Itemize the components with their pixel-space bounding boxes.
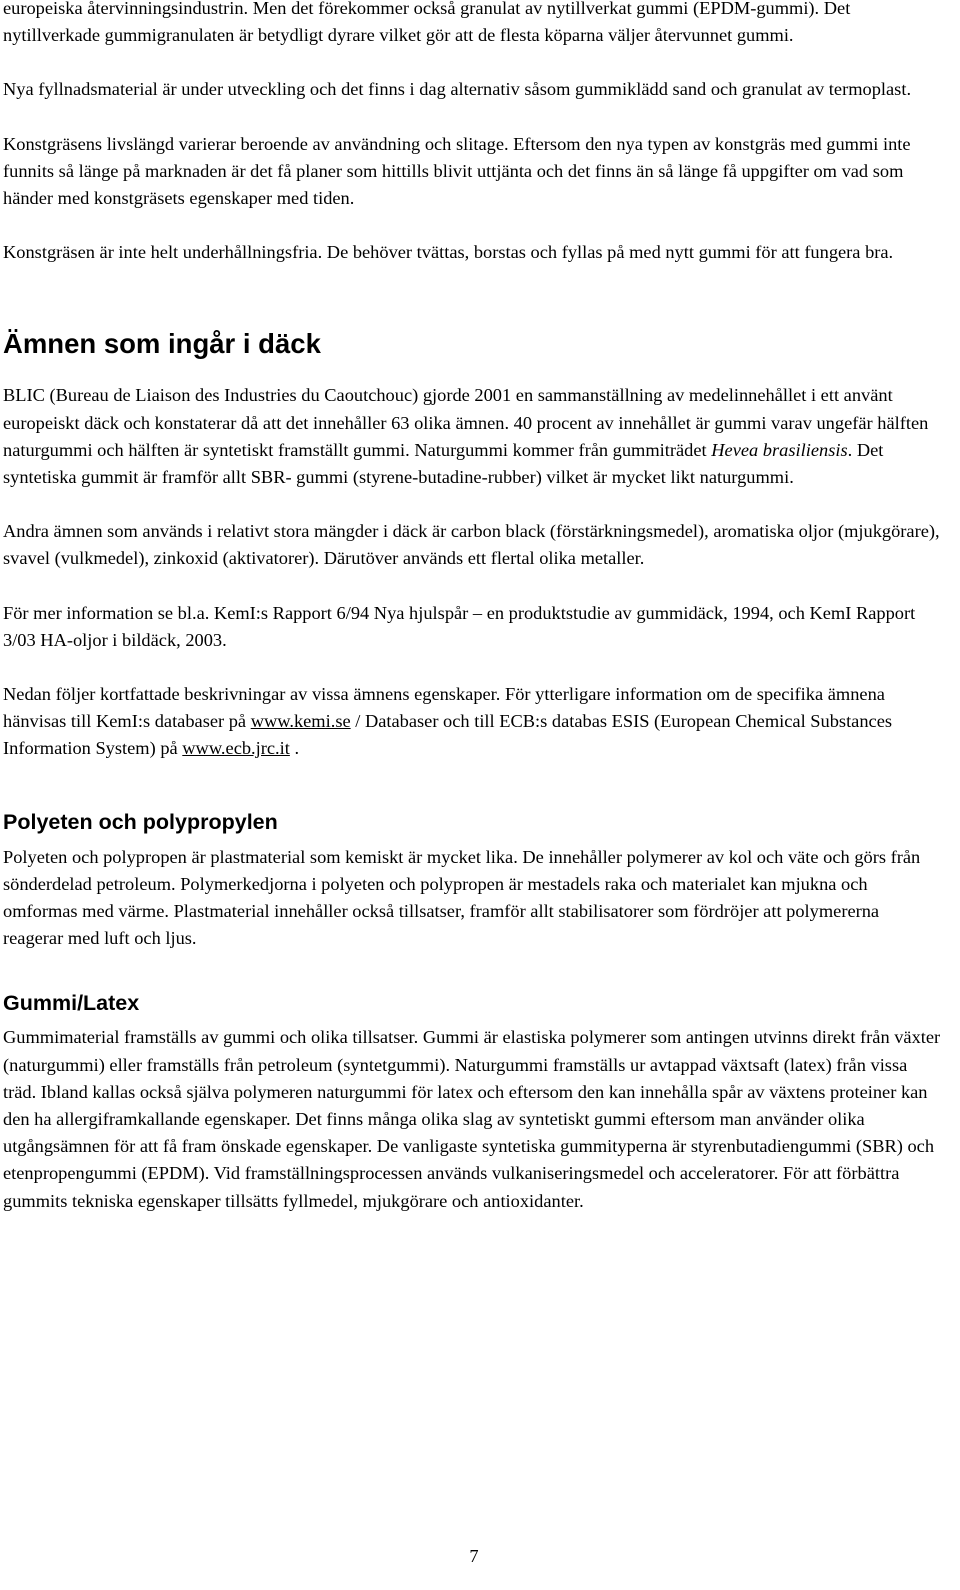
- paragraph-maintenance: Konstgräsen är inte helt underhållningsfria. De behöver tvättas, borstas och fyllas på med nytt gummi för att fungera bra.: [3, 242, 894, 263]
- kemi-link[interactable]: www.kemi.se: [250, 711, 351, 732]
- paragraph-databases-text: Nedan följer kortfattade beskrivningar av vissa ämnens egenskaper. För ytterligare information om de specifika ämnena hänvisas till KemI:s databaser på: [3, 684, 885, 732]
- paragraph-blic-species: Hevea brasiliensis: [711, 439, 848, 460]
- heading-polyethylene-polypropylene: Polyeten och polypropylen: [3, 809, 278, 834]
- paragraph-blic: [3, 382, 943, 491]
- paragraph-rubber: Gummimaterial framställs av gummi och olika tillsatser. Gummi är elastiska polymerer som antingen utvinns direkt från växter (naturgummi) eller framställs från petroleum (syntetgummi). Naturgummi framställs ur avtappad växtsaft (latex) från vissa träd. Ibland kallas också själva polymeren naturgummi för latex och eftersom den kan innehålla spår av växtens proteiner kan den ha allergiframkallande egenskaper. Det finns många olika slag av syntetiskt gummi eftersom man använder olika utgångsämnen för att få fram önskade egenskaper. De vanligaste syntetiska gummityperna är styrenbutadiengummi (SBR) och etenpropengummi (EPDM). Vid framställningsprocessen används vulkaniseringsmedel och acceleratorer. För att förbättra gummits tekniska egenskaper tillsätts fyllmedel, mjukgörare och antioxidanter.: [3, 1027, 941, 1211]
- heading-substances-in-tyres: Ämnen som ingår i däck: [3, 328, 321, 360]
- paragraph-lifespan: Konstgräsens livslängd varierar beroende av användning och slitage. Eftersom den nya typen av konstgräs med gummi inte funnits så länge på marknaden är det få planer som hittills blivit uttjänta och det finns än så länge få uppgifter om vad som händer med konstgräsets egenskaper med tiden.: [3, 133, 911, 209]
- document-page: [3, 0, 943, 1215]
- paragraph-databases-middle: / Databaser och till ECB:s databas ESIS (European Chemical Substances Information System) på: [3, 711, 893, 759]
- paragraph-blic-text: BLIC (Bureau de Liaison des Industries du Caoutchouc) gjorde 2001 en sammanställning av medelinnehållet i ett använt europeiskt däck och konstaterar då att det innehåller 63 olika ämnen. 40 procent av innehållet är gummi varav ungefär hälften naturgummi och hälften är syntetiskt framställt gummi. Naturgummi kommer från gummiträdet: [3, 385, 929, 460]
- page-number: 7: [469, 1546, 479, 1566]
- paragraph-new-fill-materials: Nya fyllnadsmaterial är under utveckling och det finns i dag alternativ såsom gummiklädd sand och granulat av termoplast.: [3, 79, 912, 100]
- paragraph-more-information: För mer information se bl.a. KemI:s Rapport 6/94 Nya hjulspår – en produktstudie av gummidäck, 1994, och KemI Rapport 3/03 HA-oljor i bildäck, 2003.: [3, 602, 916, 650]
- paragraph-recycling: europeiska återvinningsindustrin. Men det förekommer också granulat av nytillverkat gummi (EPDM-gummi). Det nytillverkade gummigranulaten är betydligt dyrare vilket gör att de flesta köparna väljer återvunnet gummi.: [3, 0, 851, 46]
- paragraph-databases: [3, 681, 943, 763]
- paragraph-polyethylene: Polyeten och polypropen är plastmaterial som kemiskt är mycket lika. De innehåller polymerer av kol och väte och görs från sönderdelad petroleum. Polymerkedjorna i polyeten och polypropen är mestadels raka och materialet kan mjukna och omformas med värme. Plastmaterial innehåller också tillsatser, framför allt stabilisatorer som fördröjer att polymererna reagerar med luft och ljus.: [3, 846, 921, 949]
- ecb-link[interactable]: www.ecb.jrc.it: [182, 738, 290, 759]
- heading-rubber-latex: Gummi/Latex: [3, 991, 140, 1016]
- paragraph-databases-end: .: [289, 738, 300, 759]
- paragraph-blic-text-end: . Det syntetiska gummit är framför allt SBR- gummi (styrene-butadine-rubber) vilket är mycket likt naturgummi.: [3, 439, 884, 488]
- paragraph-other-substances: Andra ämnen som används i relativt stora mängder i däck är carbon black (förstärkningsmedel), aromatiska oljor (mjukgörare), svavel (vulkmedel), zinkoxid (aktivatorer). Därutöver används ett flertal olika metaller.: [3, 521, 940, 569]
